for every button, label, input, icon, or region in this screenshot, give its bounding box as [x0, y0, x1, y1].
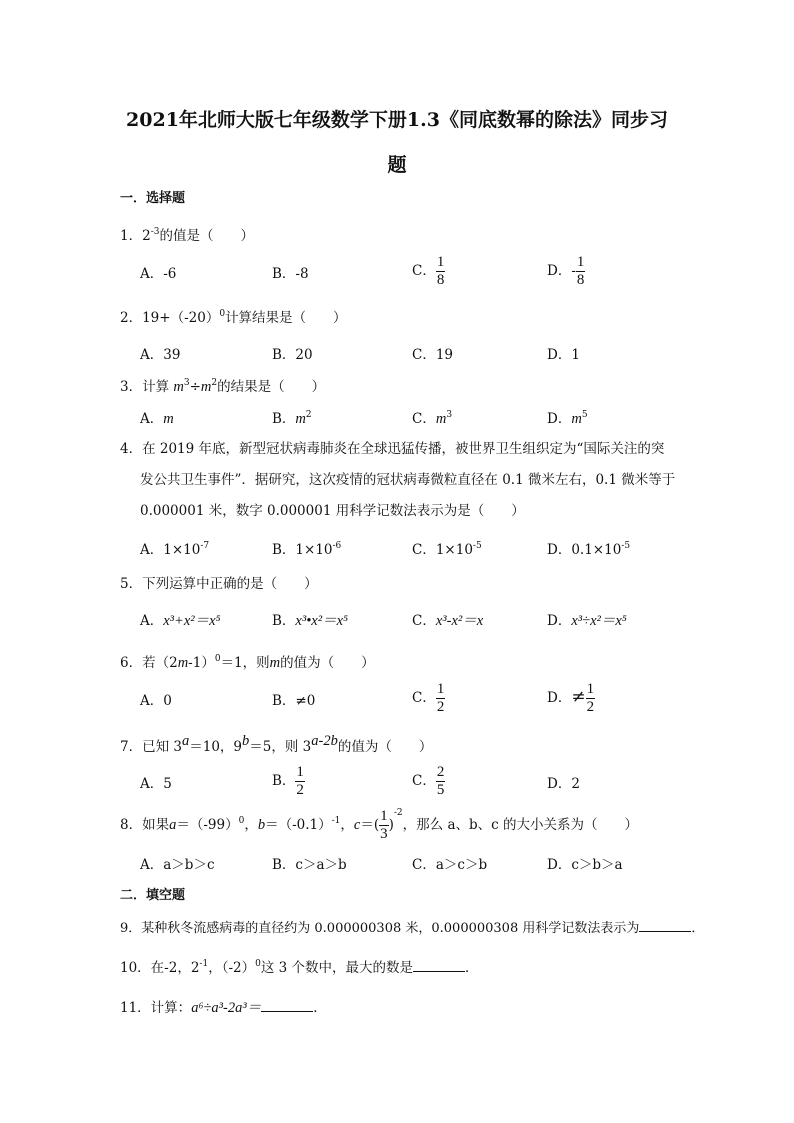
- q8-c-close: ): [388, 817, 394, 833]
- q6-prefix: 6．若（2: [120, 655, 178, 671]
- question-4-line2: 发公共卫生事件”．据研究，这次疫情的冠状病毒微粒直径在 0.1 微米左右，0.1 微米等于: [140, 472, 676, 488]
- q6-var: m: [177, 655, 189, 671]
- q4-option-d-base: D．0.1×10: [547, 542, 622, 558]
- q8-sep2: ，: [340, 817, 354, 833]
- q7-mid1: ＝10，9: [189, 739, 243, 755]
- q4-option-d: [547, 538, 630, 558]
- q5-option-b: [272, 609, 348, 630]
- q3-exp1: 3: [183, 378, 190, 388]
- q4-option-a: [140, 538, 209, 558]
- doc-title-line2: 题: [387, 154, 407, 176]
- q6-option-c-fraction: [436, 681, 446, 716]
- question-4-line1: 4．在 2019 年底，新型冠状病毒肺炎在全球迅猛传播，被世界卫生组织定为“国际关注的突: [120, 441, 665, 457]
- q1-exponent: -3: [150, 227, 160, 237]
- q10-mid: ，（-2）: [208, 960, 256, 976]
- fraction-numerator: 1: [586, 681, 595, 697]
- q7-option-b: [272, 764, 305, 799]
- q8-prefix: 8．如果: [120, 817, 170, 833]
- q4-option-a-base: A．1×10: [140, 542, 201, 558]
- fraction-denominator: 8: [436, 272, 445, 288]
- q1-option-d: [547, 254, 585, 289]
- question-7: [120, 735, 432, 755]
- question-9: [120, 917, 704, 936]
- q7-option-c: [412, 764, 445, 799]
- q5-option-d: [547, 609, 627, 630]
- q8-var-b: b: [257, 817, 266, 833]
- question-4-line3: 0.000001 米，数字 0.000001 用科学记数法表示为是（ ）: [140, 503, 525, 519]
- q7-option-d: D．2: [547, 776, 580, 792]
- question-3: [120, 375, 325, 396]
- q10-prefix: 10．在-2，2: [120, 960, 200, 976]
- q7-option-b-fraction: [295, 764, 305, 799]
- q7-exp3: a-2b: [311, 733, 338, 749]
- q6-option-d-fraction: [586, 681, 596, 716]
- q5-option-c: [412, 609, 483, 630]
- fraction-numerator: 1: [380, 808, 388, 824]
- question-8: [120, 808, 638, 843]
- q9-text: 9．某种秋冬流感病毒的直径约为 0.000000308 米，0.000000308 用科学记数法表示为: [120, 921, 640, 936]
- q3-option-c-exp: 3: [446, 410, 453, 420]
- q8-c-exp: -2: [393, 808, 403, 818]
- question-1: [120, 224, 254, 244]
- q3-option-d-var: m: [571, 411, 582, 427]
- q3-option-c: [412, 407, 452, 428]
- q5-option-d-label: D．: [547, 613, 572, 629]
- q3-option-d: [547, 407, 588, 428]
- question-5: 5．下列运算中正确的是（ ）: [120, 576, 318, 592]
- q9-end: ．: [691, 921, 705, 936]
- q5-option-a-label: A．: [140, 613, 164, 629]
- fraction-numerator: 1: [436, 254, 445, 270]
- question-2: [120, 306, 347, 326]
- q5-option-d-expr: x³÷x²＝x⁵: [571, 613, 627, 629]
- section-choice-heading: 一．选择题: [120, 191, 186, 206]
- fraction-numerator: 1: [436, 681, 445, 697]
- q3-option-a: [140, 407, 174, 428]
- q2-option-d: D．1: [547, 347, 580, 363]
- q3-option-b-label: B．: [272, 411, 296, 427]
- q8-option-b: B．c＞a＞b: [272, 857, 347, 873]
- q2-rest: 计算结果是（ ）: [225, 310, 347, 326]
- q8-var-a: a: [169, 817, 177, 833]
- q4-option-d-exp: -5: [621, 541, 631, 551]
- q7-exp2: b: [242, 733, 250, 749]
- doc-title-line1: 2021年北师大版七年级数学下册1.3《同底数幂的除法》同步习: [126, 109, 668, 131]
- q4-option-b: [272, 538, 341, 558]
- q5-option-a-expr: x³+x²＝x⁵: [163, 613, 221, 629]
- q1-option-d-sign: -: [571, 263, 576, 279]
- fraction-numerator: 1: [296, 764, 304, 780]
- q10-exp1: -1: [199, 959, 209, 969]
- q3-option-a-label: A．: [140, 411, 164, 427]
- q2-exponent: 0: [219, 309, 226, 319]
- q6-option-c: [412, 681, 445, 716]
- q11-expression: a⁶÷a³-2a³＝: [191, 1000, 262, 1016]
- q6-rest: 的值为（ ）: [280, 655, 375, 671]
- q10-end: ．: [465, 960, 479, 976]
- q1-number: 1．: [120, 228, 143, 244]
- fraction-numerator: 1: [576, 254, 585, 270]
- q2-option-b: B．20: [272, 347, 313, 363]
- q6-option-a: A．0: [140, 693, 172, 709]
- q5-option-c-expr: x³-x²＝x: [435, 613, 484, 629]
- q8-c-open: ＝(: [360, 817, 380, 833]
- q10-answer-blank[interactable]: [413, 959, 465, 972]
- q3-option-c-label: C．: [412, 411, 436, 427]
- q1-option-c-label: C．: [412, 263, 436, 279]
- question-10: [120, 956, 479, 976]
- q3-option-d-exp: 5: [581, 410, 588, 420]
- question-6: [120, 651, 375, 672]
- q11-answer-blank[interactable]: [261, 999, 313, 1012]
- q1-text: 的值是（ ）: [159, 228, 254, 244]
- q6-option-d-sign: ≠: [571, 687, 586, 707]
- q8-a-value: ＝（-99）: [176, 817, 239, 833]
- q8-option-c: C．a＞c＞b: [412, 857, 488, 873]
- q6-post: ＝1，则: [220, 655, 270, 671]
- q6-option-b: B．≠0: [272, 693, 316, 709]
- q6-exponent: 0: [214, 654, 221, 664]
- q7-exp1: a: [181, 733, 190, 749]
- q10-rest: 这 3 个数中，最大的数是: [260, 960, 414, 976]
- q1-option-a: A．-6: [140, 266, 177, 282]
- q10-exp2: 0: [255, 959, 261, 969]
- q8-b-exp: -1: [331, 816, 341, 826]
- q8-option-a: A．a＞b＞c: [140, 857, 215, 873]
- q3-var2: m: [200, 379, 212, 395]
- q4-option-c-base: C．1×10: [412, 542, 473, 558]
- q3-rest: 的结果是（ ）: [217, 379, 326, 395]
- q3-option-b-exp: 2: [305, 410, 312, 420]
- fraction-denominator: 3: [380, 826, 388, 842]
- q3-operator: ÷: [189, 379, 201, 395]
- q3-var1: m: [173, 379, 184, 395]
- q5-option-b-label: B．: [272, 613, 296, 629]
- q2-option-c: C．19: [412, 347, 454, 363]
- q8-sep1: ，: [244, 817, 258, 833]
- q7-option-a: A．5: [140, 776, 172, 792]
- q1-option-c: [412, 254, 445, 289]
- fraction-numerator: 2: [436, 764, 445, 780]
- q6-option-d: [547, 681, 595, 716]
- q3-exp2: 2: [211, 378, 218, 388]
- q1-base: 2: [142, 228, 151, 244]
- q3-option-b-var: m: [295, 411, 306, 427]
- q7-option-b-label: B．: [272, 773, 296, 789]
- q6-mid: -1）: [188, 655, 215, 671]
- q3-option-a-var: m: [163, 411, 174, 427]
- q7-option-c-label: C．: [412, 773, 436, 789]
- q8-rest: ，那么 a、b、c 的大小关系为（ ）: [402, 817, 639, 833]
- q1-option-b: B．-8: [272, 266, 309, 282]
- q2-option-a: A．39: [140, 347, 181, 363]
- q8-b-value: ＝（-0.1）: [265, 817, 332, 833]
- q3-prefix: 3．计算: [120, 379, 174, 395]
- fraction-denominator: 2: [586, 699, 595, 715]
- q11-end: ．: [313, 1000, 327, 1016]
- fraction-denominator: 2: [436, 699, 445, 715]
- q6-option-c-label: C．: [412, 690, 436, 706]
- q4-option-a-exp: -7: [200, 541, 210, 551]
- q5-option-a: [140, 609, 221, 630]
- q7-prefix: 7．已知 3: [120, 739, 182, 755]
- q8-option-d: D．c＞b＞a: [547, 857, 623, 873]
- q6-option-d-label: D．: [547, 690, 572, 706]
- fraction-denominator: 2: [296, 782, 304, 798]
- q4-option-c: [412, 538, 482, 558]
- q7-rest: 的值为（ ）: [337, 739, 433, 755]
- q7-option-c-fraction: [436, 764, 446, 799]
- q6-var2: m: [269, 655, 281, 671]
- question-11: [120, 996, 327, 1017]
- q8-a-exp: 0: [238, 816, 245, 826]
- q3-option-b: [272, 407, 312, 428]
- q5-option-c-label: C．: [412, 613, 436, 629]
- q1-option-d-fraction: [576, 254, 586, 289]
- q8-c-fraction: [379, 808, 389, 843]
- q3-option-d-label: D．: [547, 411, 572, 427]
- fraction-denominator: 8: [576, 272, 585, 288]
- q3-option-c-var: m: [435, 411, 447, 427]
- q4-option-b-exp: -6: [332, 541, 342, 551]
- q11-prefix: 11．计算：: [120, 1000, 192, 1016]
- q2-text: 2．19+（-20）: [120, 310, 220, 326]
- q8-var-c: c: [353, 817, 361, 833]
- q9-answer-blank[interactable]: [639, 919, 691, 932]
- q1-option-d-label: D．: [547, 263, 572, 279]
- q7-mid2: ＝5，则 3: [249, 739, 312, 755]
- q5-option-b-expr: x³•x²＝x⁵: [295, 613, 349, 629]
- q4-option-c-exp: -5: [472, 541, 482, 551]
- fraction-denominator: 5: [436, 782, 445, 798]
- q1-option-c-fraction: [436, 254, 446, 289]
- section-fill-heading: 二．填空题: [120, 888, 186, 903]
- q4-option-b-base: B．1×10: [272, 542, 333, 558]
